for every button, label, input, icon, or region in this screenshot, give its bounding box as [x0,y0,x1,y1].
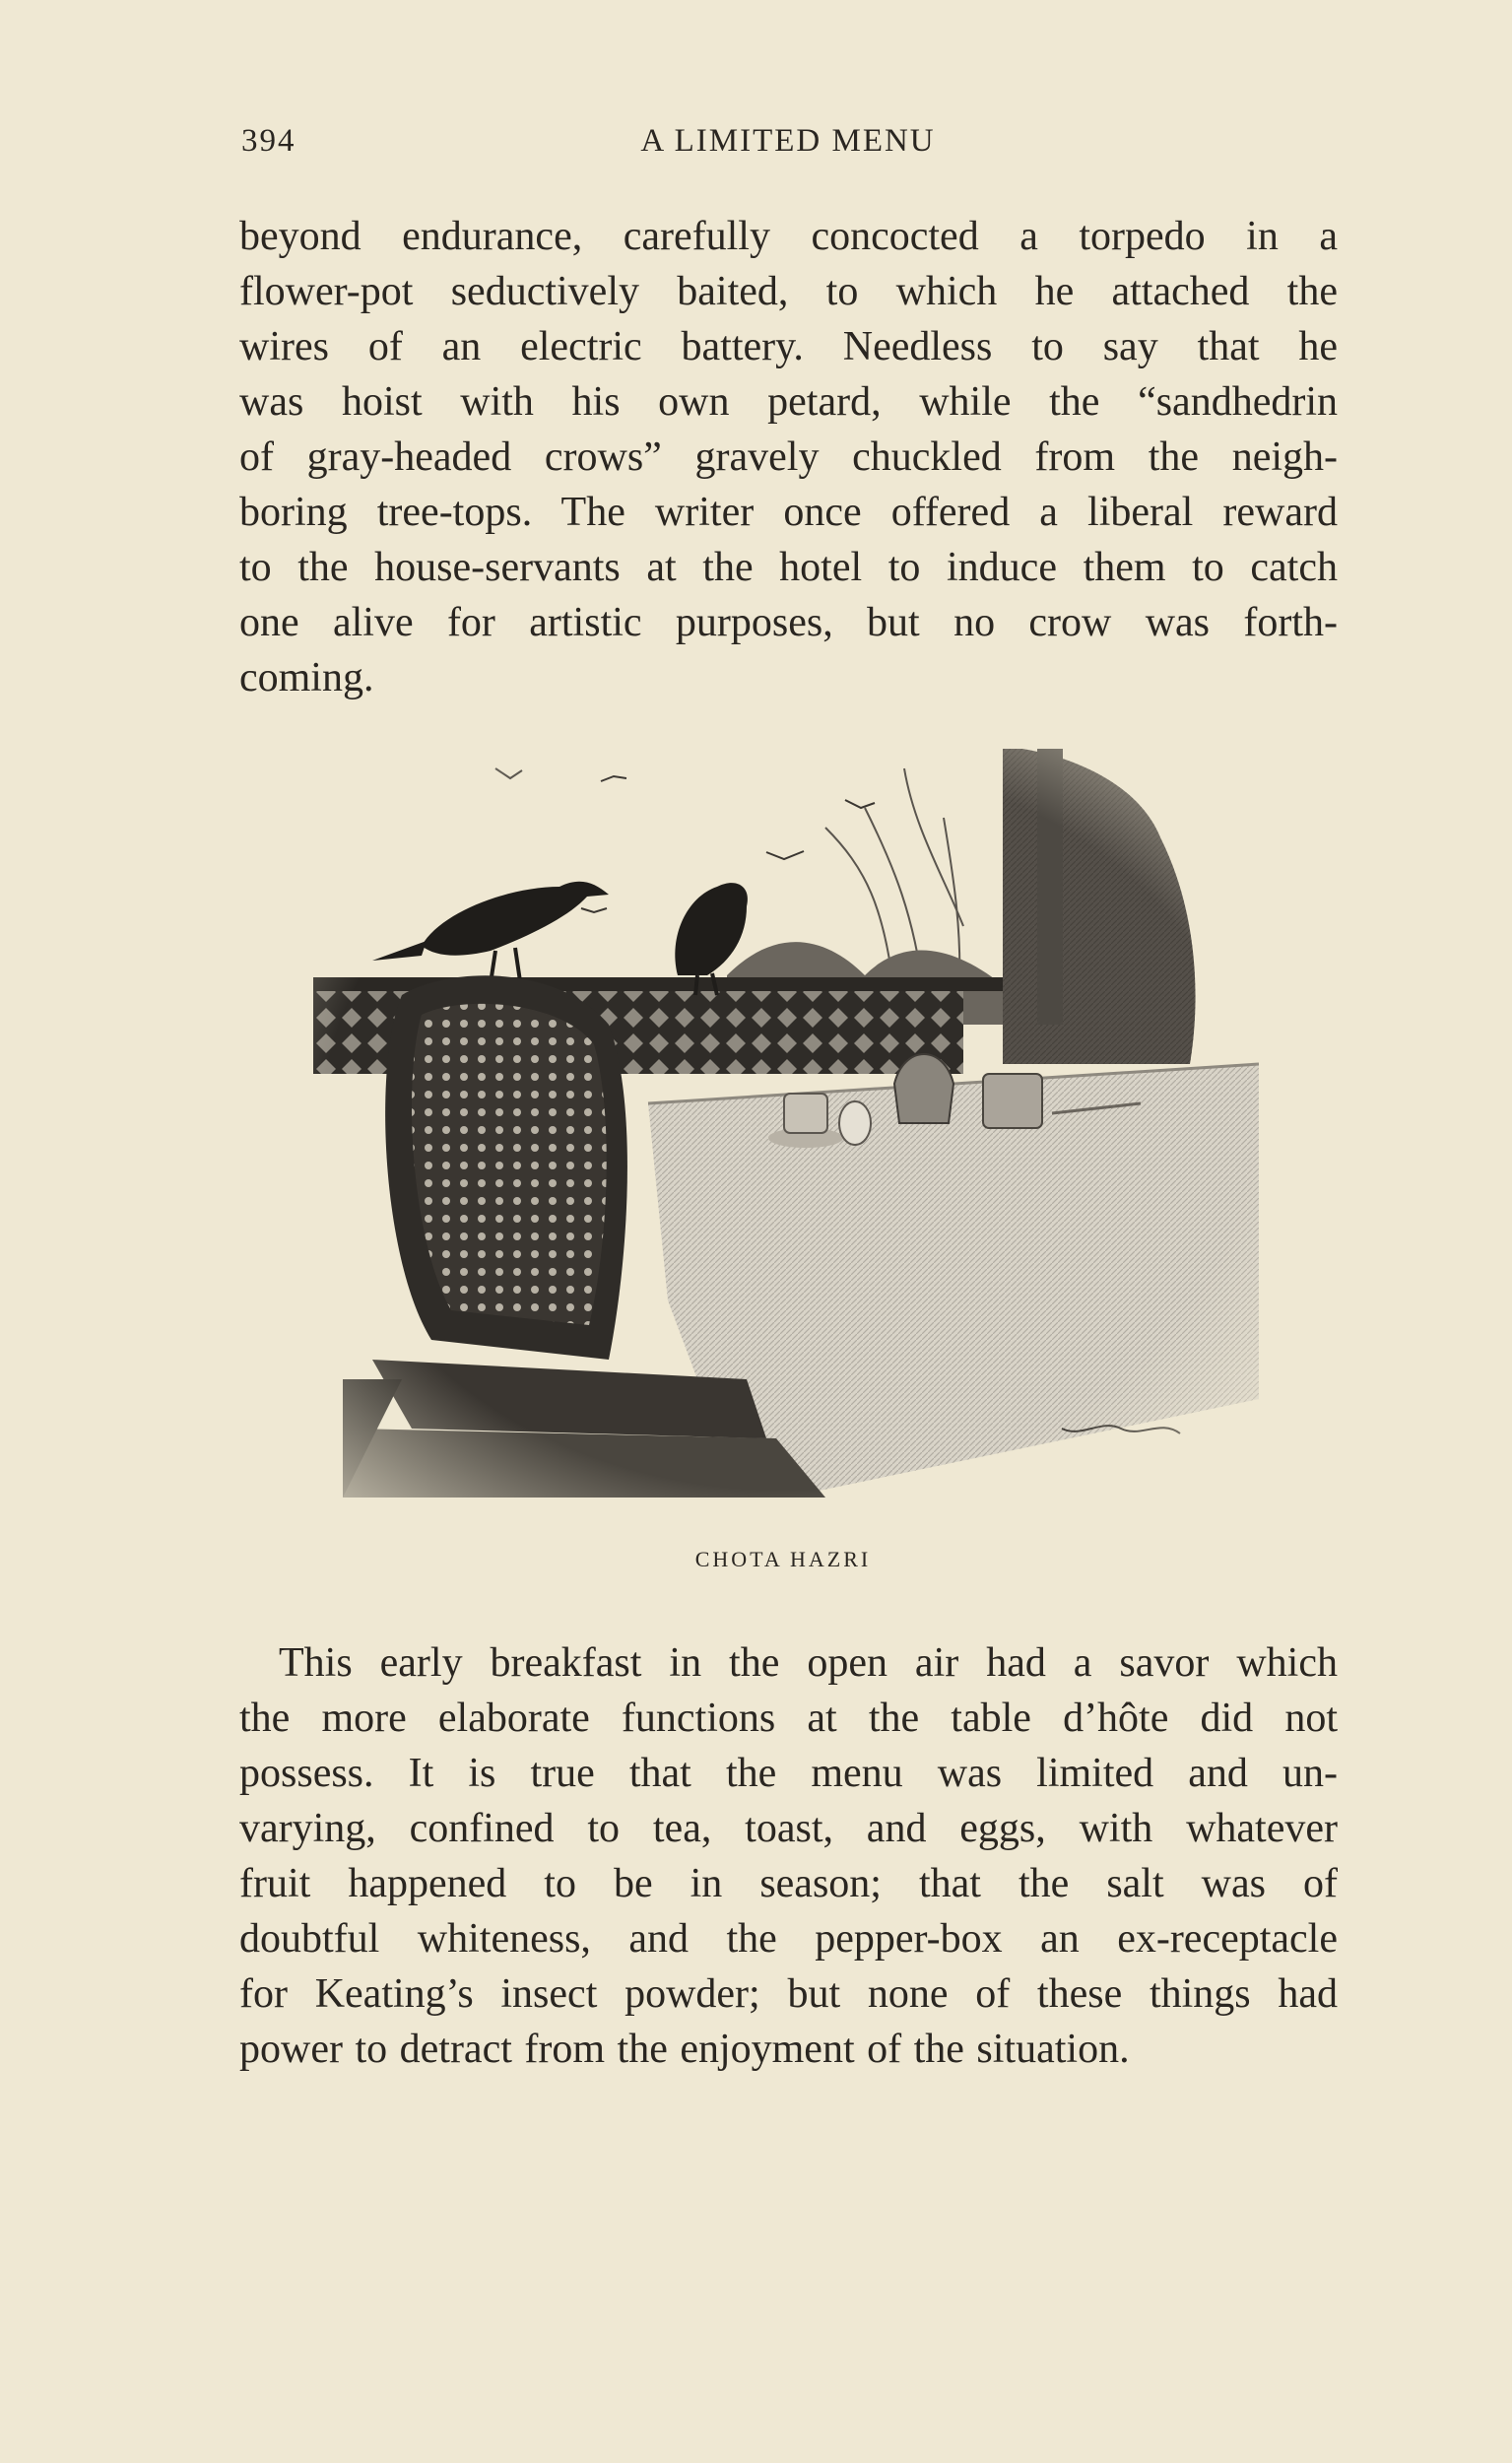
paragraph-1 [239,209,1338,705]
text-line: to the house-servants at the hotel to induce them to catch [239,545,1338,590]
illustration-crows-at-breakfast-table [313,749,1259,1498]
text-line: of gray-headed crows” gravely chuckled from the neigh- [239,434,1338,480]
text-line: flower-pot seductively baited, to which he attached the [239,269,1338,314]
text-line: wires of an electric battery. Needless to say that he [239,324,1338,369]
text-line: boring tree-tops. The writer once offered a liberal reward [239,490,1338,535]
running-head [241,123,1335,172]
illustration-caption: CHOTA HAZRI [694,1547,872,1571]
page-number: 394 [241,123,296,159]
running-title: A LIMITED MENU [640,123,936,159]
text-line: one alive for artistic purposes, but no crow was forth- [239,600,1338,645]
text-line: was hoist with his own petard, while the “sandhedrin [239,379,1338,425]
text-line: varying, confined to tea, toast, and eggs, with whatever [239,1806,1338,1851]
text-line: power to detract from the enjoyment of the situation. [239,2027,1130,2072]
text-line: the more elaborate functions at the table d’hôte did not [239,1696,1338,1741]
paragraph-2 [239,1635,1338,2077]
text-line: fruit happened to be in season; that the salt was of [239,1861,1338,1906]
text-line: possess. It is true that the menu was limited and un- [239,1751,1338,1796]
text-line: for Keating’s insect powder; but none of these things had [239,1971,1338,2017]
text-line: doubtful whiteness, and the pepper-box an ex-receptacle [239,1916,1338,1962]
engraving-picture [313,749,1259,1498]
text-line: This early breakfast in the open air had a savor which [279,1640,1338,1686]
text-line: beyond endurance, carefully concocted a torpedo in a [239,214,1338,259]
text-line: coming. [239,655,374,700]
